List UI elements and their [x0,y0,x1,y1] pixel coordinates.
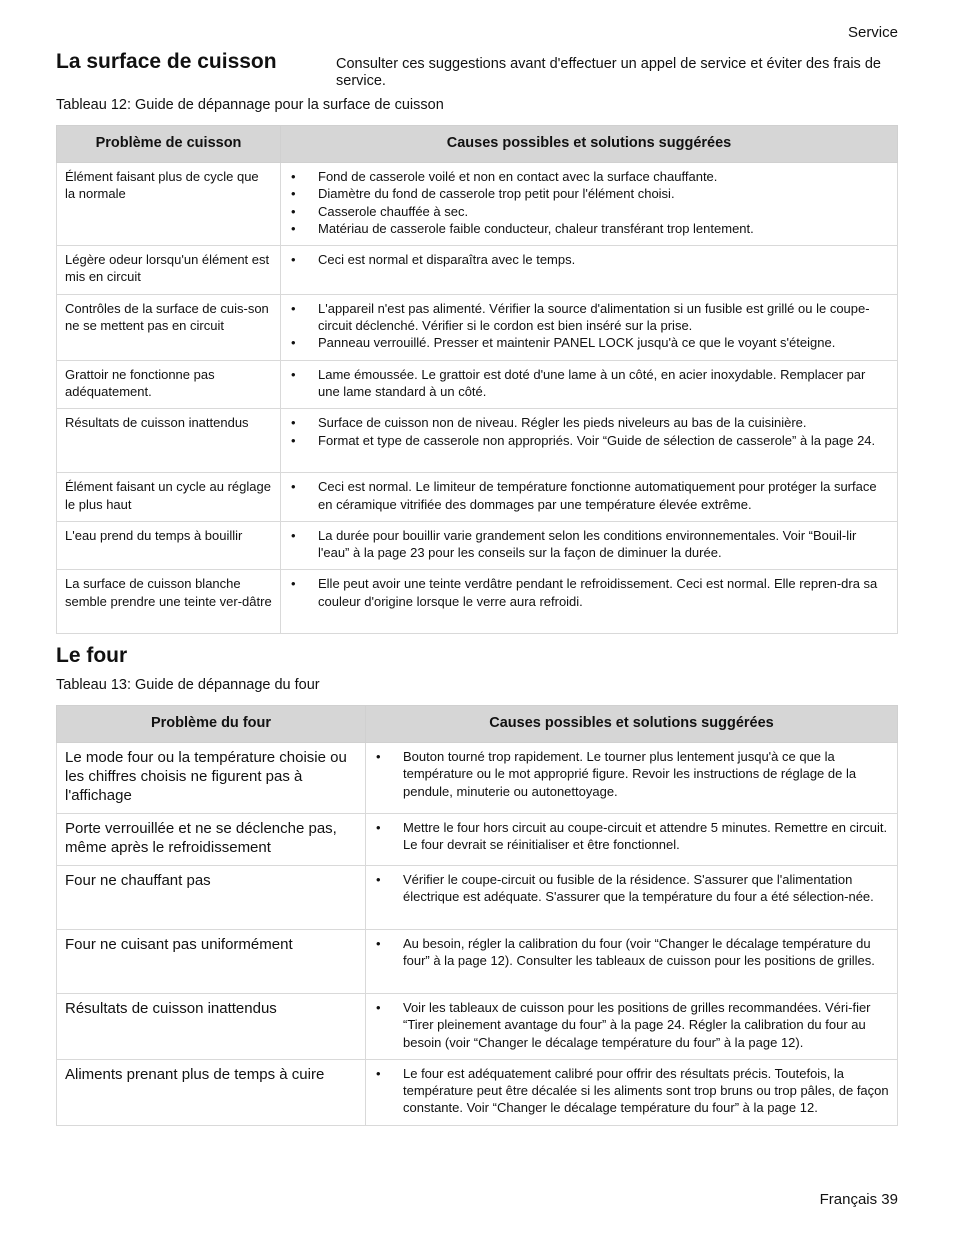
table-row [57,360,898,409]
solutions-list [289,300,889,352]
table-row [57,570,898,634]
table-row [57,1059,898,1125]
surface-section-title: La surface de cuisson [56,50,277,73]
solutions-list [289,414,889,449]
table13-header-solutions: Causes possibles et solutions suggérées [366,706,898,743]
solutions-list [289,168,889,237]
table-row [57,930,898,994]
solutions-list [374,748,889,800]
table12-header-problem: Problème de cuisson [57,126,281,163]
surface-troubleshooting-table [56,125,898,634]
solution-item: • Panneau verrouillé. Presser et maintenir PANEL LOCK jusqu'à ce que le voyant s'éteigne. [289,334,889,351]
solutions-cell [366,1059,898,1125]
solutions-list [289,575,889,610]
solution-item: • Bouton tourné trop rapidement. Le tourner plus lentement jusqu'à ce que la température ou le mot approprié figure. Revoir les instructions de réglage de la pendule, minuterie ou autonettoyage. [374,748,889,800]
solution-item: • Casserole chauffée à sec. [289,203,889,220]
solutions-cell [281,570,898,634]
solution-item: • Ceci est normal et disparaîtra avec le temps. [289,251,889,268]
problem-cell: Four ne chauffant pas [57,866,366,930]
solution-item: • Format et type de casserole non appropriés. Voir “Guide de sélection de casserole” à la page 24. [289,432,889,449]
solutions-list [374,1065,889,1117]
page-number: Français 39 [819,1191,898,1208]
solutions-list [374,935,889,970]
solutions-cell [281,163,898,246]
solutions-list [289,478,889,513]
solutions-list [374,871,889,906]
problem-cell: Résultats de cuisson inattendus [57,409,281,473]
problem-cell: Contrôles de la surface de cuis-son ne se mettent pas en circuit [57,294,281,360]
solutions-list [289,251,889,268]
table-row [57,163,898,246]
solution-item: • Le four est adéquatement calibré pour offrir des résultats précis. Toutefois, la température peut être décalée si les aliments sont trop bruns ou trop pâles, de façon constante. Voir “Changer le décalage température du four” à la page 12. [374,1065,889,1117]
problem-cell: Grattoir ne fonctionne pas adéquatement. [57,360,281,409]
solution-item: • Au besoin, régler la calibration du four (voir “Changer le décalage température du four” à la page 12). Consulter les tableaux de cuisson pour les positions de grilles. [374,935,889,970]
problem-cell: Le mode four ou la température choisie ou les chiffres choisis ne figurent pas à l'affichage [57,743,366,814]
table-row [57,246,898,295]
problem-cell: Four ne cuisant pas uniformément [57,930,366,994]
table-row [57,294,898,360]
solutions-cell [366,814,898,866]
surface-intro-text: Consulter ces suggestions avant d'effectuer un appel de service et éviter des frais de service. [336,56,881,89]
solutions-list [374,819,889,854]
solutions-list [289,366,889,401]
solution-item: • Vérifier le coupe-circuit ou fusible de la résidence. S'assurer que l'alimentation électrique est adéquate. S'assurer que la température du four a été sélection-née. [374,871,889,906]
problem-cell: La surface de cuisson blanche semble prendre une teinte ver-dâtre [57,570,281,634]
solution-item: • Mettre le four hors circuit au coupe-circuit et attendre 5 minutes. Remettre en circuit. Le four devrait se réinitialiser et être fonctionnel. [374,819,889,854]
table13-header-problem: Problème du four [57,706,366,743]
solutions-cell [281,473,898,522]
table13-caption: Tableau 13: Guide de dépannage du four [56,677,320,693]
solutions-cell [366,930,898,994]
table-row [57,994,898,1060]
table-row [57,814,898,866]
solutions-cell [281,294,898,360]
solutions-cell [281,409,898,473]
problem-cell: Légère odeur lorsqu'un élément est mis en circuit [57,246,281,295]
header-section-label: Service [847,24,898,41]
problem-cell: Résultats de cuisson inattendus [57,994,366,1060]
solutions-list [289,527,889,562]
solution-item: • Elle peut avoir une teinte verdâtre pendant le refroidissement. Ceci est normal. Elle repren-dra sa couleur d'origine lorsque le verre aura refroidi. [289,575,889,610]
solutions-cell [281,360,898,409]
solutions-cell [366,994,898,1060]
problem-cell: L'eau prend du temps à bouillir [57,521,281,570]
solution-item: • Lame émoussée. Le grattoir est doté d'une lame à un côté, en acier inoxydable. Remplacer par une lame standard à un côté. [289,366,889,401]
problem-cell: Élément faisant plus de cycle que la normale [57,163,281,246]
table-row [57,409,898,473]
solution-item: • Surface de cuisson non de niveau. Régler les pieds niveleurs au bas de la cuisinière. [289,414,889,431]
solutions-list [374,999,889,1051]
oven-troubleshooting-table [56,705,898,1126]
problem-cell: Aliments prenant plus de temps à cuire [57,1059,366,1125]
table12-caption: Tableau 12: Guide de dépannage pour la surface de cuisson [56,97,444,113]
solution-item: • Matériau de casserole faible conducteur, chaleur transférant trop lentement. [289,220,889,237]
solution-item: • Voir les tableaux de cuisson pour les positions de grilles recommandées. Véri-fier “Tirer pleinement avantage du four” à la page 24. Régler la calibration du four au besoin (voir “Changer le décalage température du four” à la page 12). [374,999,889,1051]
table-row [57,743,898,814]
table-row [57,521,898,570]
solution-item: • La durée pour bouillir varie grandement selon les conditions environnementales. Voir “Bouil-lir l'eau” à la page 23 pour les conseils sur la façon de diminuer la durée. [289,527,889,562]
solutions-cell [366,743,898,814]
solution-item: • Ceci est normal. Le limiteur de température fonctionne automatiquement pour protéger la surface en céramique vitrifiée des dommages par une température élevée extrême. [289,478,889,513]
table12-header-solutions: Causes possibles et solutions suggérées [281,126,898,163]
oven-section-title: Le four [56,644,128,667]
solution-item: • L'appareil n'est pas alimenté. Vérifier la source d'alimentation si un fusible est grillé ou le coupe-circuit déclenché. Vérifier si le cordon est bien inséré sur la prise. [289,300,889,335]
solutions-cell [366,866,898,930]
solution-item: • Diamètre du fond de casserole trop petit pour l'élément choisi. [289,185,889,202]
problem-cell: Élément faisant un cycle au réglage le plus haut [57,473,281,522]
solutions-cell [281,246,898,295]
table-row [57,473,898,522]
table-row [57,866,898,930]
solutions-cell [281,521,898,570]
problem-cell: Porte verrouillée et ne se déclenche pas, même après le refroidissement [57,814,366,866]
solution-item: • Fond de casserole voilé et non en contact avec la surface chauffante. [289,168,889,185]
